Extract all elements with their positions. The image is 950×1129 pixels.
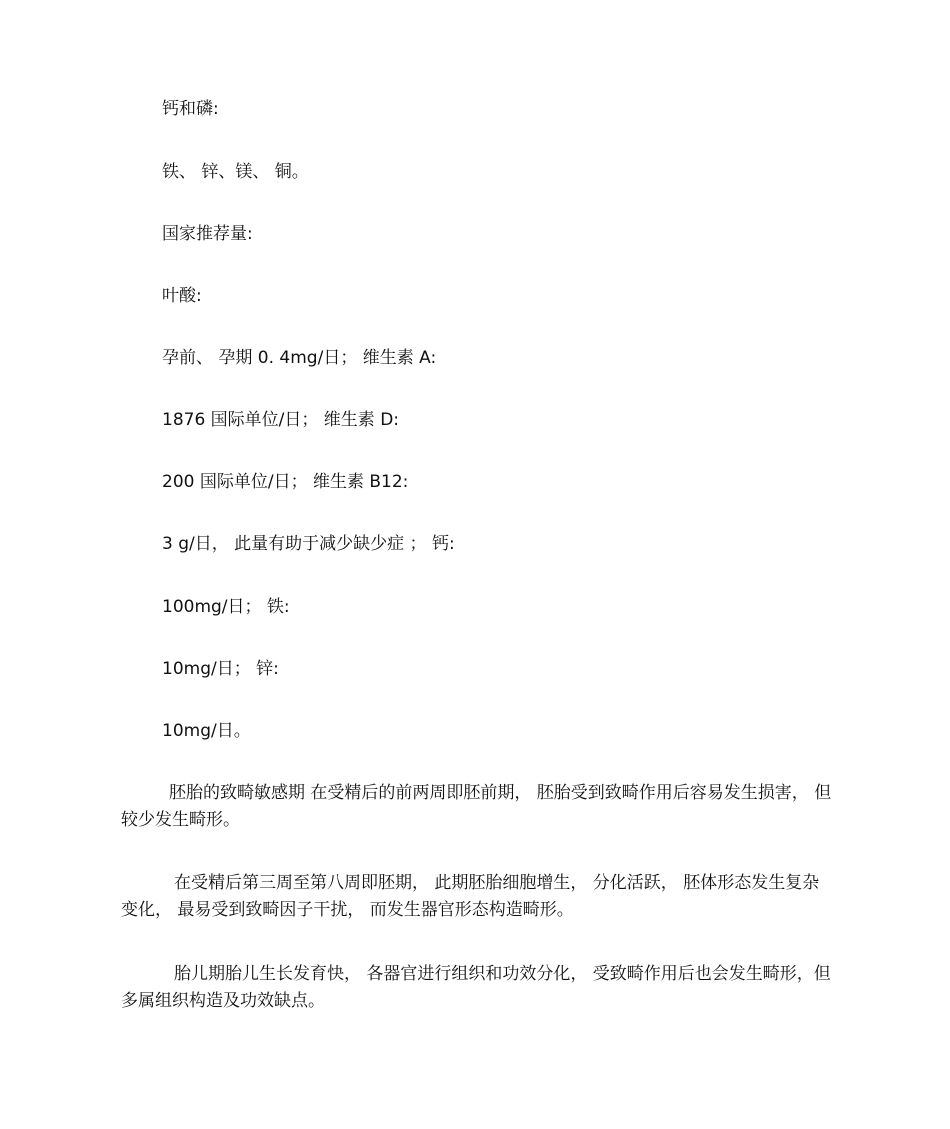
paragraph-embryonic-period: 在受精后第三周至第八周即胚期， 此期胚胎细胞增生， 分化活跃， 胚体形态发生复杂变化， 最易受到致畸因子干扰， 而发生器官形态构造畸形。	[121, 873, 820, 920]
text-line-zinc-dose: 10mg/日。	[162, 721, 251, 741]
text-line-calcium-dose: 100mg/日； 铁:	[162, 597, 290, 617]
text-line-vitamin-a-dose: 1876 国际单位/日； 维生素 D:	[162, 410, 400, 430]
paragraph-teratogenic-period: 胚胎的致畸敏感期 在受精后的前两周即胚前期， 胚胎受到致畸作用后容易发生损害， 但较少发生畸形。	[121, 783, 832, 830]
text-line-national-recommendation: 国家推荐量:	[162, 224, 253, 244]
text-line-b12-dose: 3 g/日， 此量有助于减少缺少症 ； 钙:	[162, 534, 455, 554]
text-line-folic-acid: 叶酸:	[162, 286, 202, 306]
text-line-pregnancy-dose: 孕前、 孕期 0. 4mg/日； 维生素 A:	[162, 348, 437, 368]
text-line-iron-dose: 10mg/日； 锌:	[162, 659, 279, 679]
text-line-calcium-phosphorus: 钙和磷:	[162, 99, 219, 119]
text-line-vitamin-d-dose: 200 国际单位/日； 维生素 B12:	[162, 472, 409, 492]
paragraph-fetal-period: 胎儿期胎儿生长发育快， 各器官进行组织和功效分化， 受致畸作用后也会发生畸形，但多属组织构造及功效缺点。	[121, 964, 831, 1011]
text-line-minerals: 铁、 锌、镁、 铜。	[162, 162, 309, 182]
